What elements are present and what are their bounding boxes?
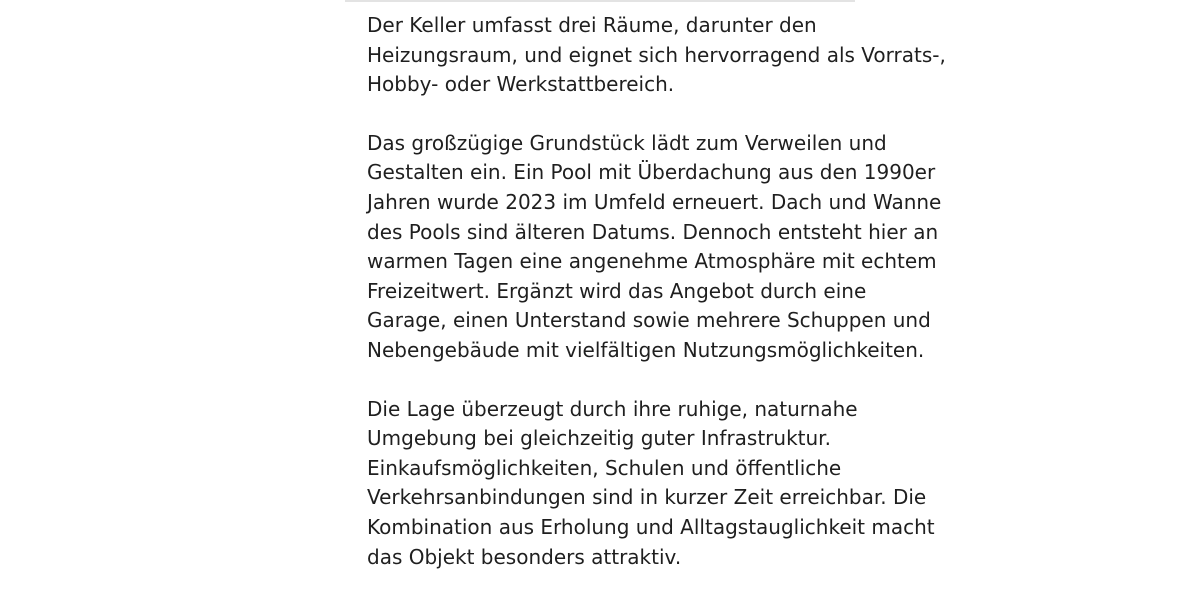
- text-line: Jahren wurde 2023 im Umfeld erneuert. Dach und Wanne: [367, 189, 942, 214]
- divider: [345, 0, 855, 2]
- text-line: Heizungsraum, und eignet sich hervorragend als Vorrats-,: [367, 42, 946, 67]
- text-line: Einkaufsmöglichkeiten, Schulen und öffentliche: [367, 455, 842, 480]
- text-line: warmen Tagen eine angenehme Atmosphäre mit echtem: [367, 249, 937, 274]
- text-line: Gestalten ein. Ein Pool mit Überdachung aus den 1990er: [367, 160, 936, 185]
- text-line: Der Keller umfasst drei Räume, darunter den: [367, 13, 817, 37]
- text-line: Umgebung bei gleichzeitig guter Infrastruktur.: [367, 426, 831, 451]
- text-line: Hobby- oder Werkstattbereich.: [367, 72, 675, 97]
- paragraph-location: [367, 395, 935, 573]
- text-line: Das großzügige Grundstück lädt zum Verweilen und: [367, 130, 887, 155]
- text-line: Freizeitwert. Ergänzt wird das Angebot durch eine: [367, 278, 867, 303]
- text-line: das Objekt besonders attraktiv.: [367, 544, 682, 569]
- paragraph-basement: [367, 11, 946, 100]
- text-line: Die Lage überzeugt durch ihre ruhige, naturnahe: [367, 396, 858, 421]
- text-line: Nebengebäude mit vielfältigen Nutzungsmöglichkeiten.: [367, 337, 925, 362]
- text-line: Kombination aus Erholung und Alltagstauglichkeit macht: [367, 514, 935, 539]
- text-line: Verkehrsanbindungen sind in kurzer Zeit erreichbar. Die: [367, 485, 927, 510]
- text-line: Garage, einen Unterstand sowie mehrere Schuppen und: [367, 308, 931, 333]
- paragraph-property: [367, 129, 942, 366]
- text-line: des Pools sind älteren Datums. Dennoch entsteht hier an: [367, 219, 939, 244]
- article-body: [367, 11, 946, 600]
